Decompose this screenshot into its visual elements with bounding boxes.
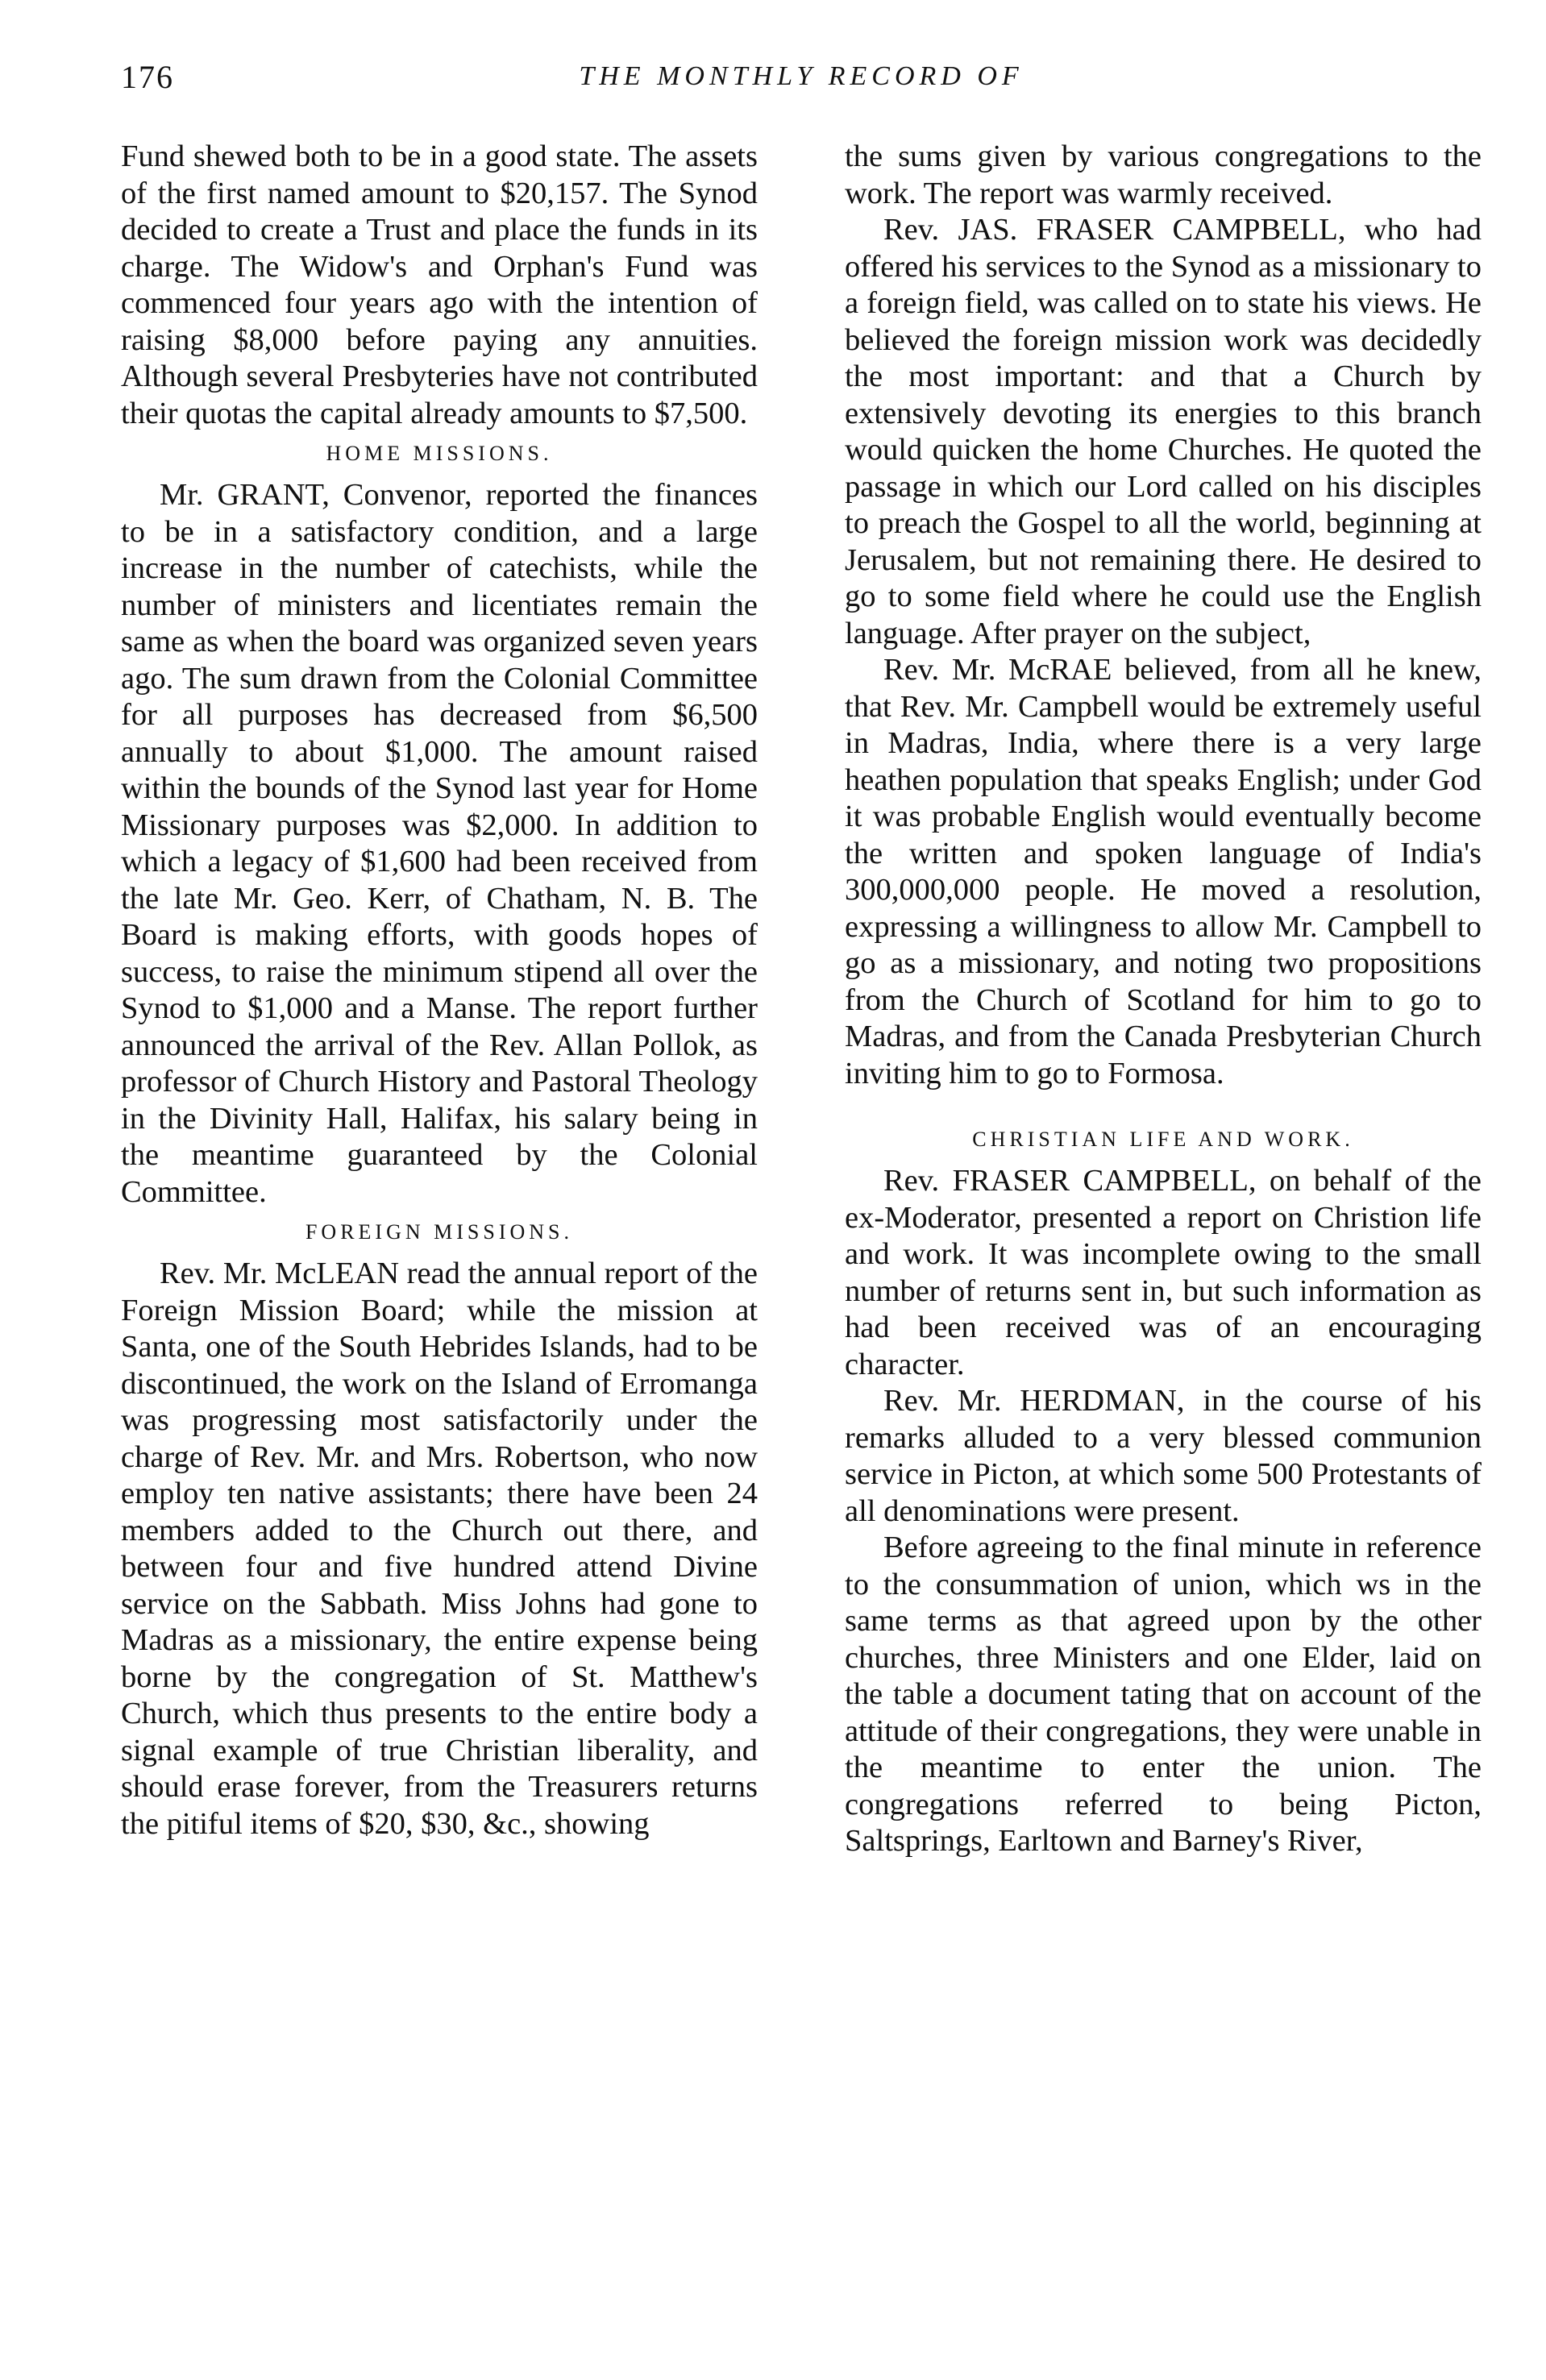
page-number: 176 bbox=[121, 59, 174, 95]
running-head: THE MONTHLY RECORD OF bbox=[579, 61, 1024, 91]
text-columns bbox=[121, 139, 1482, 1860]
paragraph: Rev. Mr. McRAE believed, from all he knew, that Rev. Mr. Campbell would be extremely useful in Madras, India, where there is a very large heathen population that speaks English; under God it was probable English would eventually become the written and spoken language of India's 300,000,000 people. He moved a resolution, expressing a willingness to allow Mr. Campbell to go as a missionary, and noting two propositions from the Church of Scotland for him to go to Madras, and from the Canada Presbyterian Church inviting him to go to Formosa. bbox=[845, 653, 1482, 1090]
paragraph: Mr. GRANT, Convenor, reported the finances to be in a satisfactory condition, and a large increase in the number of catechists, while the number of ministers and licentiates remain the same as when the board was organized seven years ago. The sum drawn from the Colonial Committee for all purposes has decreased from $6,500 annually to about $1,000. The amount raised within the bounds of the Synod last year for Home Missionary purposes was $2,000. In addition to which a legacy of $1,600 had been received from the late Mr. Geo. Kerr, of Chatham, N. B. The Board is making efforts, with goods hopes of success, to raise the minimum stipend all over the Synod to $1,000 and a Manse. The report further announced the arrival of the Rev. Allan Pollok, as professor of Church History and Pastoral Theology in the Divinity Hall, Halifax, his salary being in the meantime guaranteed by the Colonial Committee. bbox=[121, 478, 758, 1209]
section-heading-home-missions: HOME MISSIONS. bbox=[326, 442, 553, 465]
section-heading-christian-life: CHRISTIAN LIFE AND WORK. bbox=[972, 1128, 1354, 1151]
paragraph: Rev. Mr. McLEAN read the annual report of the Foreign Mission Board; while the mission at Santa, one of the South Hebrides Islands, had to be discontinued, the work on the Island of Erromanga was progressing most satisfactorily under the charge of Rev. Mr. and Mrs. Robertson, who now employ ten native assistants; there have been 24 members added to the Church out there, and between four and five hundred attend Divine service on the Sabbath. Miss Johns had gone to Madras as a missionary, the entire expense being borne by the congregation of St. Matthew's Church, which thus presents to the entire body a signal example of true Christian liberality, and should erase forever, from the Treasurers returns the pitiful items of $20, $30, &c., showing bbox=[121, 1256, 758, 1841]
paragraph: Before agreeing to the final minute in reference to the consummation of union, which ws in the same terms as that agreed upon by the other churches, three Ministers and one Elder, laid on the table a document tating that on account of the attitude of their congregations, they were unable in the meantime to enter the union. The congregations referred to being Picton, Saltsprings, Earltown and Barney's River, bbox=[845, 1531, 1482, 1858]
paragraph: Fund shewed both to be in a good state. The assets of the first named amount to $20,157. The Synod decided to create a Trust and place the funds in its charge. The Widow's and Orphan's Fund was commenced four years ago with the intention of raising $8,000 before paying any annuities. Although several Presbyteries have not contributed their quotas the capital already amounts to $7,500. bbox=[121, 139, 758, 430]
paragraph: Rev. Mr. HERDMAN, in the course of his remarks alluded to a very blessed communion service in Picton, at which some 500 Protestants of all denominations were present. bbox=[845, 1384, 1482, 1528]
right-column bbox=[845, 139, 1482, 1860]
paragraph: Rev. FRASER CAMPBELL, on behalf of the ex-Moderator, presented a report on Christion life and work. It was incomplete owing to the small number of returns sent in, but such information as had been received was of an encouraging character. bbox=[845, 1164, 1482, 1381]
page-header bbox=[121, 58, 1482, 106]
paragraph: Rev. JAS. FRASER CAMPBELL, who had offered his services to the Synod as a missionary to a foreign field, was called on to state his views. He believed the foreign mission work was decidedly the most important: and that a Church by extensively devoting its energies to this branch would quicken the home Churches. He quoted the passage in which our Lord called on his disciples to preach the Gospel to all the world, beginning at Jerusalem, but not remaining there. He desired to go to some field where he could use the English language. After prayer on the subject, bbox=[845, 213, 1482, 650]
paragraph: the sums given by various congregations to the work. The report was warmly received. bbox=[845, 139, 1482, 210]
section-heading-foreign-missions: FOREIGN MISSIONS. bbox=[305, 1220, 574, 1244]
left-column bbox=[121, 139, 758, 1860]
